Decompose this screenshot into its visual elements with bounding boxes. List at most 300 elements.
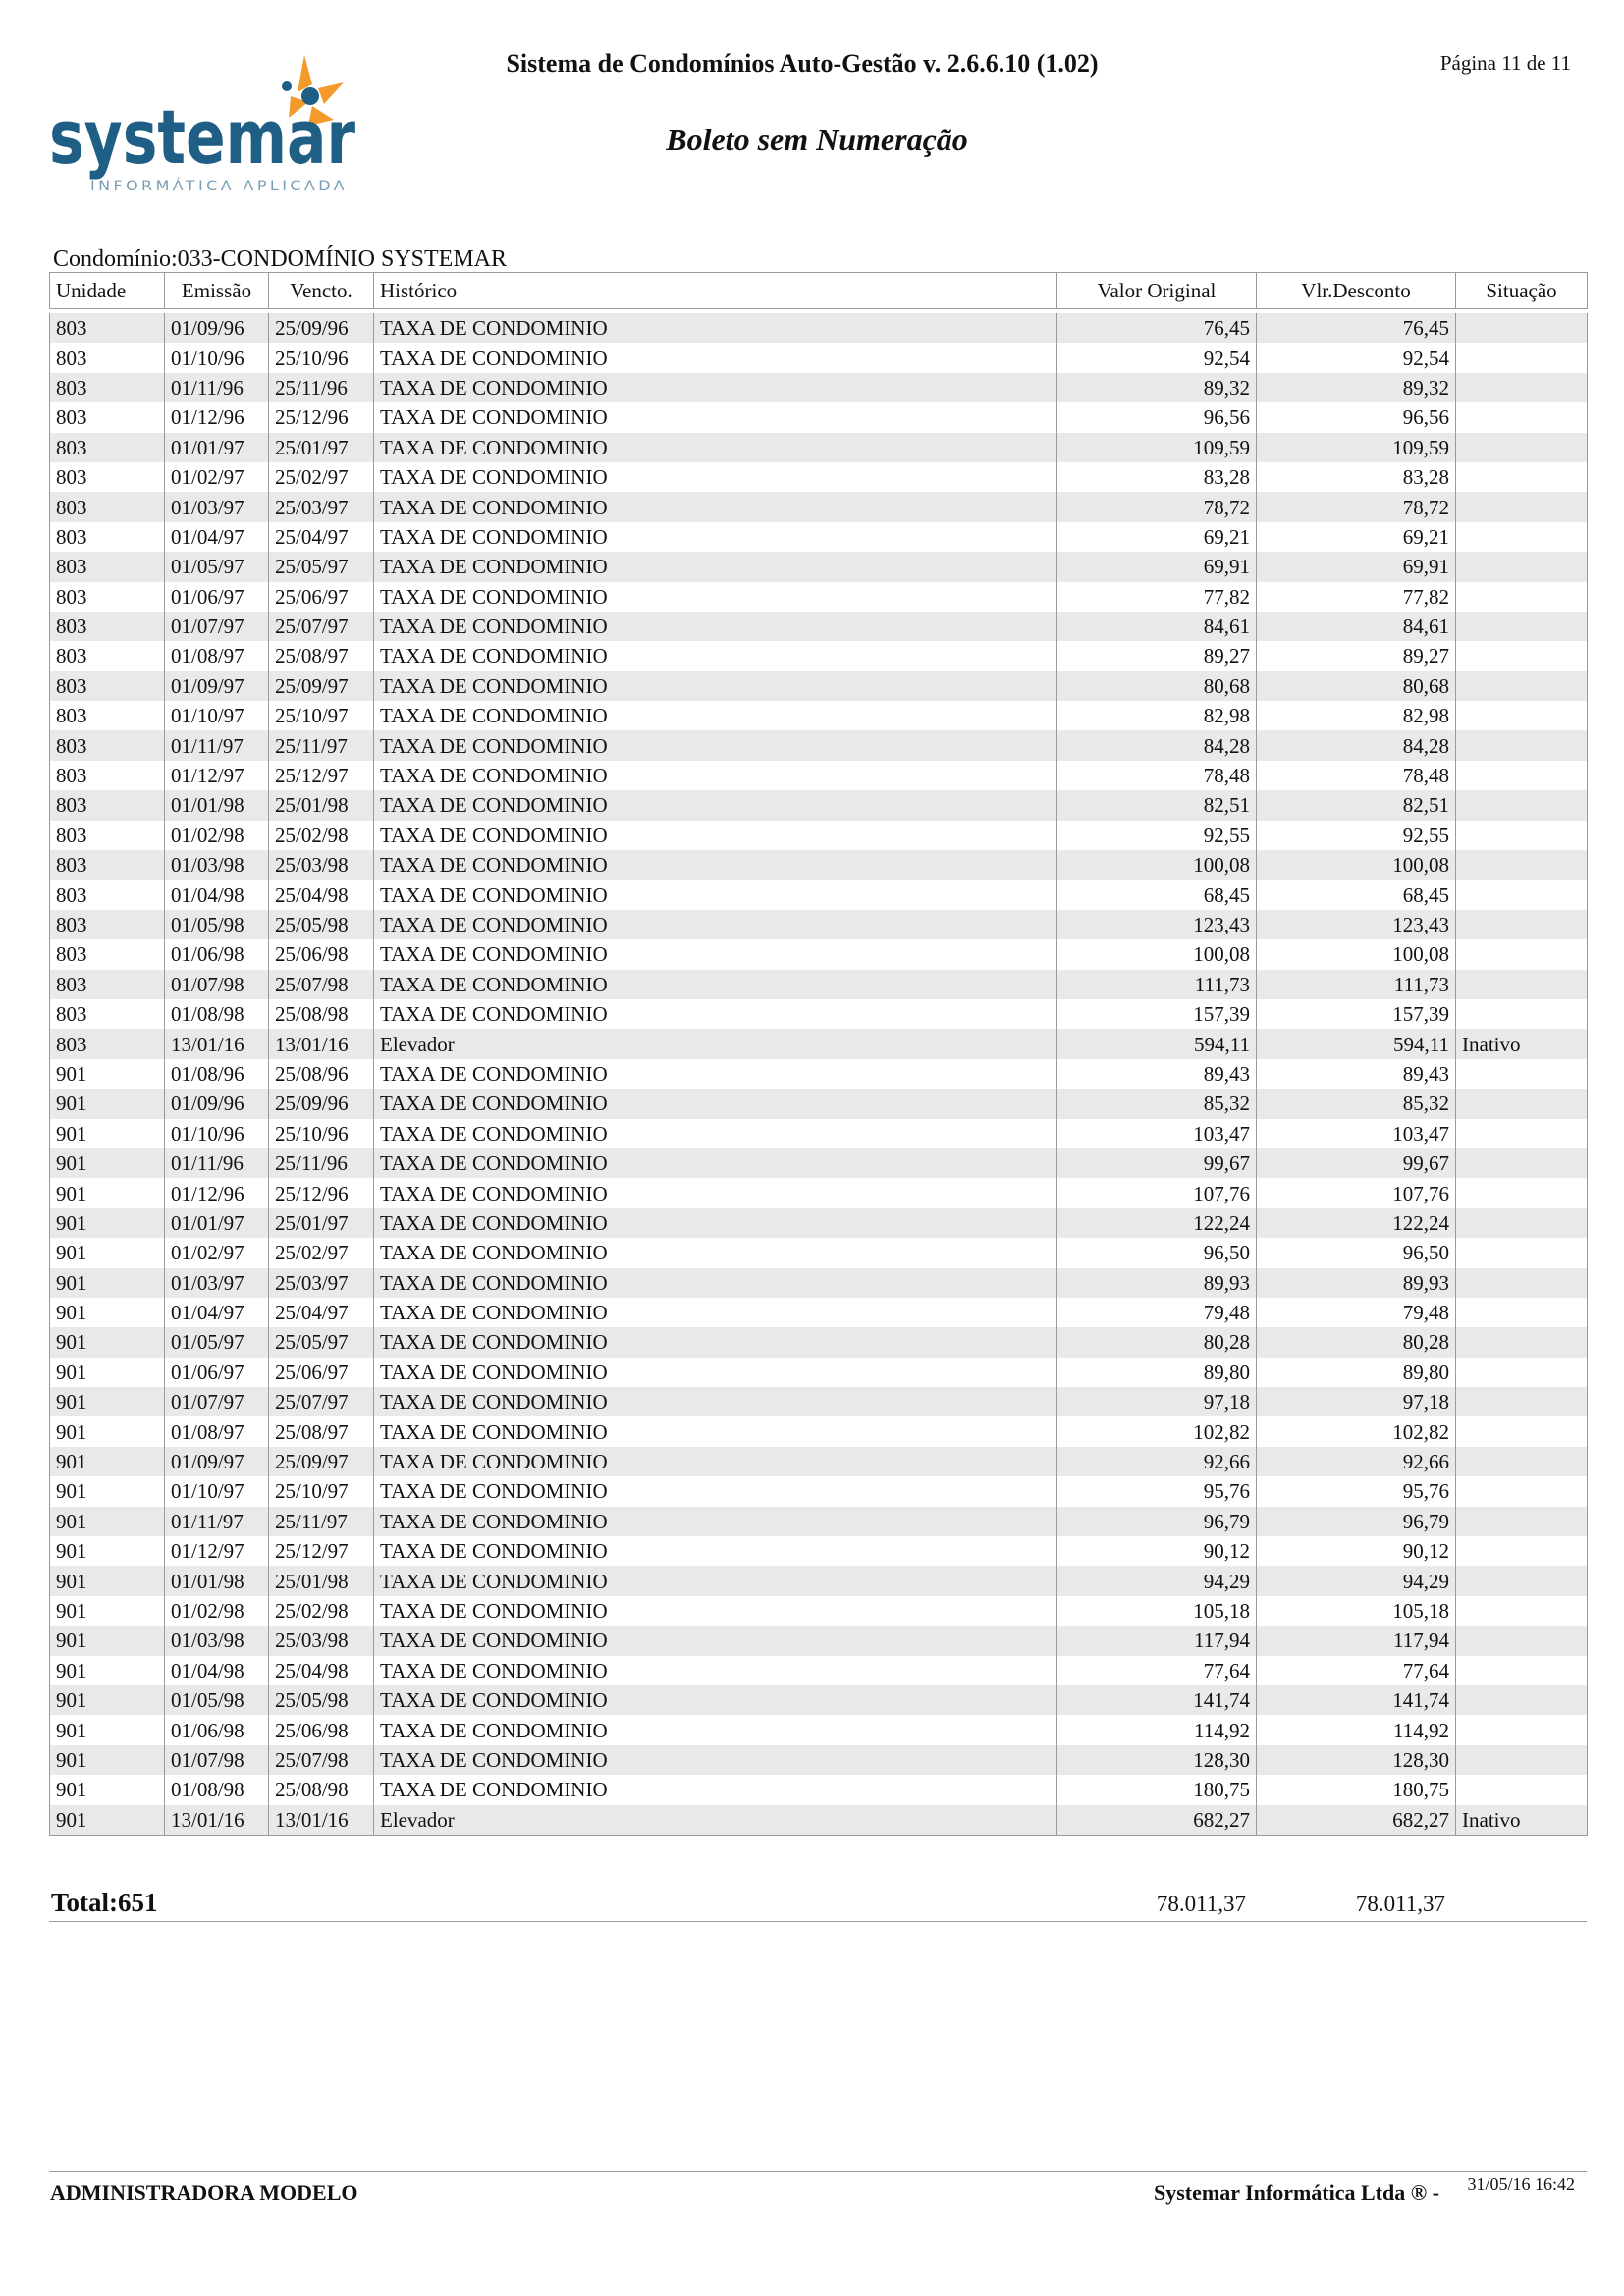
cell-unidade: 803: [50, 1029, 165, 1058]
cell-situacao: [1456, 730, 1588, 760]
cell-historico: TAXA DE CONDOMINIO: [374, 1238, 1057, 1267]
cell-vlr-desconto: 102,82: [1257, 1416, 1456, 1446]
cell-valor-original: 76,45: [1057, 313, 1257, 343]
cell-vencto: 25/12/96: [269, 402, 374, 432]
table-row: [50, 641, 1588, 670]
cell-valor-original: 122,24: [1057, 1208, 1257, 1238]
cell-valor-original: 80,28: [1057, 1327, 1257, 1357]
cell-vlr-desconto: 76,45: [1257, 313, 1456, 343]
cell-emissao: 01/12/97: [165, 1536, 269, 1566]
footer-administradora: ADMINISTRADORA MODELO: [50, 2180, 358, 2205]
cell-historico: TAXA DE CONDOMINIO: [374, 850, 1057, 880]
cell-historico: TAXA DE CONDOMINIO: [374, 761, 1057, 790]
table-row: [50, 433, 1588, 462]
cell-vlr-desconto: 111,73: [1257, 970, 1456, 999]
cell-emissao: 01/04/98: [165, 880, 269, 909]
table-row: [50, 1596, 1588, 1626]
cell-situacao: [1456, 373, 1588, 402]
cell-vencto: 25/01/97: [269, 1208, 374, 1238]
cell-emissao: 01/03/98: [165, 850, 269, 880]
cell-situacao: [1456, 1656, 1588, 1685]
cell-vlr-desconto: 92,55: [1257, 821, 1456, 850]
cell-situacao: [1456, 910, 1588, 939]
cell-vencto: 25/11/96: [269, 373, 374, 402]
cell-historico: TAXA DE CONDOMINIO: [374, 999, 1057, 1029]
table-row: [50, 1059, 1588, 1089]
billing-table: [49, 272, 1587, 1836]
cell-situacao: [1456, 1268, 1588, 1298]
cell-vencto: 25/09/96: [269, 1089, 374, 1118]
total-valor-original: 78.011,37: [1156, 1892, 1246, 1916]
cell-historico: TAXA DE CONDOMINIO: [374, 1507, 1057, 1536]
cell-emissao: 01/02/98: [165, 1596, 269, 1626]
cell-historico: TAXA DE CONDOMINIO: [374, 552, 1057, 581]
cell-emissao: 01/03/97: [165, 1268, 269, 1298]
cell-historico: TAXA DE CONDOMINIO: [374, 1089, 1057, 1118]
cell-vlr-desconto: 107,76: [1257, 1178, 1456, 1207]
cell-situacao: [1456, 1626, 1588, 1655]
cell-situacao: [1456, 790, 1588, 820]
cell-vlr-desconto: 68,45: [1257, 880, 1456, 909]
cell-historico: TAXA DE CONDOMINIO: [374, 939, 1057, 969]
cell-vlr-desconto: 109,59: [1257, 433, 1456, 462]
cell-unidade: 803: [50, 761, 165, 790]
total-label: Total:651: [51, 1888, 158, 1917]
table-row: [50, 1029, 1588, 1058]
col-header-historico: Histórico: [374, 273, 1057, 309]
cell-historico: TAXA DE CONDOMINIO: [374, 1685, 1057, 1715]
cell-situacao: [1456, 522, 1588, 552]
cell-vencto: 25/08/96: [269, 1059, 374, 1089]
table-row: [50, 1656, 1588, 1685]
cell-historico: TAXA DE CONDOMINIO: [374, 1119, 1057, 1148]
cell-valor-original: 109,59: [1057, 433, 1257, 462]
cell-vlr-desconto: 128,30: [1257, 1745, 1456, 1775]
cell-vencto: 25/02/97: [269, 462, 374, 492]
cell-emissao: 01/05/98: [165, 1685, 269, 1715]
cell-historico: TAXA DE CONDOMINIO: [374, 821, 1057, 850]
cell-unidade: 901: [50, 1298, 165, 1327]
cell-unidade: 803: [50, 462, 165, 492]
cell-unidade: 901: [50, 1507, 165, 1536]
cell-emissao: 01/06/98: [165, 1715, 269, 1744]
cell-emissao: 01/02/98: [165, 821, 269, 850]
cell-situacao: [1456, 462, 1588, 492]
table-row: [50, 790, 1588, 820]
cell-valor-original: 89,43: [1057, 1059, 1257, 1089]
table-row: [50, 1685, 1588, 1715]
cell-historico: TAXA DE CONDOMINIO: [374, 462, 1057, 492]
cell-emissao: 01/04/98: [165, 1656, 269, 1685]
cell-historico: TAXA DE CONDOMINIO: [374, 1148, 1057, 1178]
cell-vlr-desconto: 682,27: [1257, 1805, 1456, 1836]
cell-vencto: 25/11/97: [269, 730, 374, 760]
cell-vencto: 25/05/98: [269, 1685, 374, 1715]
cell-emissao: 01/04/97: [165, 1298, 269, 1327]
table-body: [50, 313, 1588, 1835]
table-row: [50, 1447, 1588, 1476]
cell-valor-original: 92,54: [1057, 343, 1257, 372]
cell-unidade: 803: [50, 552, 165, 581]
cell-unidade: 901: [50, 1626, 165, 1655]
table-row: [50, 582, 1588, 612]
cell-historico: TAXA DE CONDOMINIO: [374, 313, 1057, 343]
cell-vlr-desconto: 77,82: [1257, 582, 1456, 612]
cell-situacao: [1456, 671, 1588, 701]
cell-vlr-desconto: 95,76: [1257, 1476, 1456, 1506]
cell-valor-original: 111,73: [1057, 970, 1257, 999]
col-header-emissao: Emissão: [165, 273, 269, 309]
logo-tagline: INFORMÁTICA APLICADA: [90, 179, 316, 194]
cell-situacao: [1456, 1327, 1588, 1357]
table-row: [50, 462, 1588, 492]
table-row: [50, 402, 1588, 432]
cell-historico: TAXA DE CONDOMINIO: [374, 1775, 1057, 1804]
table-row: [50, 1536, 1588, 1566]
cell-unidade: 901: [50, 1596, 165, 1626]
cell-emissao: 01/08/97: [165, 641, 269, 670]
table-row: [50, 313, 1588, 343]
cell-historico: TAXA DE CONDOMINIO: [374, 582, 1057, 612]
cell-emissao: 01/10/96: [165, 343, 269, 372]
cell-vlr-desconto: 180,75: [1257, 1775, 1456, 1804]
cell-historico: TAXA DE CONDOMINIO: [374, 1416, 1057, 1446]
cell-vencto: 25/07/98: [269, 970, 374, 999]
cell-valor-original: 128,30: [1057, 1745, 1257, 1775]
cell-historico: TAXA DE CONDOMINIO: [374, 970, 1057, 999]
cell-historico: TAXA DE CONDOMINIO: [374, 1268, 1057, 1298]
cell-historico: Elevador: [374, 1805, 1057, 1836]
cell-unidade: 803: [50, 939, 165, 969]
cell-vencto: 25/10/97: [269, 701, 374, 730]
report-title: Boleto sem Numeração: [666, 122, 968, 157]
cell-unidade: 901: [50, 1119, 165, 1148]
cell-unidade: 901: [50, 1566, 165, 1595]
cell-historico: TAXA DE CONDOMINIO: [374, 880, 1057, 909]
cell-emissao: 01/11/96: [165, 1148, 269, 1178]
cell-vlr-desconto: 92,66: [1257, 1447, 1456, 1476]
cell-unidade: 803: [50, 492, 165, 521]
table-row: [50, 880, 1588, 909]
cell-vencto: 25/08/97: [269, 641, 374, 670]
cell-vlr-desconto: 96,79: [1257, 1507, 1456, 1536]
table-row: [50, 1805, 1588, 1836]
cell-unidade: 901: [50, 1805, 165, 1836]
cell-vlr-desconto: 105,18: [1257, 1596, 1456, 1626]
table-row: [50, 343, 1588, 372]
cell-emissao: 01/09/97: [165, 671, 269, 701]
cell-emissao: 01/02/97: [165, 1238, 269, 1267]
cell-valor-original: 83,28: [1057, 462, 1257, 492]
cell-historico: TAXA DE CONDOMINIO: [374, 1745, 1057, 1775]
cell-unidade: 901: [50, 1358, 165, 1387]
cell-vlr-desconto: 92,54: [1257, 343, 1456, 372]
logo-wordmark: systemar: [49, 93, 356, 181]
cell-valor-original: 80,68: [1057, 671, 1257, 701]
footer-company: Systemar Informática Ltda ® -: [1154, 2180, 1439, 2205]
cell-vlr-desconto: 78,72: [1257, 492, 1456, 521]
cell-unidade: 803: [50, 522, 165, 552]
cell-historico: TAXA DE CONDOMINIO: [374, 641, 1057, 670]
cell-vlr-desconto: 89,43: [1257, 1059, 1456, 1089]
cell-emissao: 01/08/97: [165, 1416, 269, 1446]
table-row: [50, 850, 1588, 880]
cell-valor-original: 99,67: [1057, 1148, 1257, 1178]
cell-unidade: 803: [50, 671, 165, 701]
cell-emissao: 01/10/97: [165, 1476, 269, 1506]
table-row: [50, 1745, 1588, 1775]
cell-situacao: [1456, 612, 1588, 641]
cell-situacao: [1456, 701, 1588, 730]
cell-historico: TAXA DE CONDOMINIO: [374, 701, 1057, 730]
cell-situacao: [1456, 433, 1588, 462]
cell-unidade: 803: [50, 970, 165, 999]
table-row: [50, 552, 1588, 581]
cell-vencto: 25/01/97: [269, 433, 374, 462]
cell-vlr-desconto: 69,91: [1257, 552, 1456, 581]
cell-unidade: 803: [50, 402, 165, 432]
table-row: [50, 1298, 1588, 1327]
cell-emissao: 01/12/96: [165, 1178, 269, 1207]
cell-situacao: [1456, 1507, 1588, 1536]
table-row: [50, 373, 1588, 402]
cell-emissao: 01/10/97: [165, 701, 269, 730]
cell-emissao: 01/04/97: [165, 522, 269, 552]
cell-situacao: [1456, 402, 1588, 432]
cell-situacao: [1456, 1089, 1588, 1118]
cell-vencto: 25/06/97: [269, 582, 374, 612]
cell-vencto: 25/03/97: [269, 1268, 374, 1298]
cell-historico: TAXA DE CONDOMINIO: [374, 1298, 1057, 1327]
cell-historico: TAXA DE CONDOMINIO: [374, 1178, 1057, 1207]
cell-historico: TAXA DE CONDOMINIO: [374, 402, 1057, 432]
cell-vlr-desconto: 80,28: [1257, 1327, 1456, 1357]
table-row: [50, 1089, 1588, 1118]
cell-situacao: [1456, 1238, 1588, 1267]
cell-unidade: 901: [50, 1775, 165, 1804]
cell-situacao: [1456, 1416, 1588, 1446]
cell-unidade: 803: [50, 313, 165, 343]
footer-datetime: 31/05/16 16:42: [1467, 2174, 1575, 2194]
cell-emissao: 01/11/97: [165, 730, 269, 760]
cell-unidade: 901: [50, 1148, 165, 1178]
cell-valor-original: 100,08: [1057, 850, 1257, 880]
cell-vencto: 25/12/97: [269, 761, 374, 790]
cell-unidade: 901: [50, 1656, 165, 1685]
cell-vencto: 25/06/98: [269, 1715, 374, 1744]
cell-vencto: 25/12/97: [269, 1536, 374, 1566]
table-row: [50, 1476, 1588, 1506]
cell-vencto: 25/01/98: [269, 790, 374, 820]
cell-situacao: Inativo: [1456, 1805, 1588, 1836]
cell-vlr-desconto: 94,29: [1257, 1566, 1456, 1595]
table-row: [50, 1358, 1588, 1387]
cell-vlr-desconto: 157,39: [1257, 999, 1456, 1029]
cell-valor-original: 96,79: [1057, 1507, 1257, 1536]
cell-unidade: 803: [50, 373, 165, 402]
cell-emissao: 01/02/97: [165, 462, 269, 492]
cell-valor-original: 77,82: [1057, 582, 1257, 612]
cell-unidade: 803: [50, 701, 165, 730]
cell-emissao: 01/08/98: [165, 999, 269, 1029]
cell-vencto: 13/01/16: [269, 1029, 374, 1058]
cell-historico: TAXA DE CONDOMINIO: [374, 433, 1057, 462]
total-vlr-desconto: 78.011,37: [1355, 1892, 1445, 1916]
cell-unidade: 803: [50, 343, 165, 372]
cell-vlr-desconto: 89,32: [1257, 373, 1456, 402]
table-row: [50, 1208, 1588, 1238]
cell-historico: TAXA DE CONDOMINIO: [374, 1387, 1057, 1416]
cell-vlr-desconto: 79,48: [1257, 1298, 1456, 1327]
cell-historico: TAXA DE CONDOMINIO: [374, 1656, 1057, 1685]
cell-valor-original: 594,11: [1057, 1029, 1257, 1058]
cell-valor-original: 69,91: [1057, 552, 1257, 581]
col-header-situacao: Situação: [1456, 273, 1588, 309]
cell-unidade: 901: [50, 1476, 165, 1506]
cell-situacao: [1456, 821, 1588, 850]
cell-situacao: [1456, 343, 1588, 372]
cell-situacao: [1456, 970, 1588, 999]
cell-valor-original: 82,98: [1057, 701, 1257, 730]
cell-valor-original: 85,32: [1057, 1089, 1257, 1118]
cell-vencto: 25/09/96: [269, 313, 374, 343]
cell-unidade: 901: [50, 1089, 165, 1118]
cell-valor-original: 92,55: [1057, 821, 1257, 850]
cell-emissao: 01/06/97: [165, 1358, 269, 1387]
cell-situacao: [1456, 939, 1588, 969]
table-row: [50, 999, 1588, 1029]
cell-vlr-desconto: 82,98: [1257, 701, 1456, 730]
cell-vencto: 25/04/98: [269, 1656, 374, 1685]
cell-vlr-desconto: 594,11: [1257, 1029, 1456, 1058]
page-number: Página 11 de 11: [1439, 51, 1571, 75]
cell-valor-original: 68,45: [1057, 880, 1257, 909]
cell-vencto: 25/10/96: [269, 343, 374, 372]
cell-unidade: 803: [50, 850, 165, 880]
col-header-unidade: Unidade: [50, 273, 165, 309]
table-row: [50, 1775, 1588, 1804]
cell-vlr-desconto: 83,28: [1257, 462, 1456, 492]
cell-vencto: 25/05/97: [269, 552, 374, 581]
cell-valor-original: 103,47: [1057, 1119, 1257, 1148]
cell-vencto: 25/04/97: [269, 1298, 374, 1327]
table-row: [50, 612, 1588, 641]
cell-historico: TAXA DE CONDOMINIO: [374, 1208, 1057, 1238]
cell-emissao: 01/05/97: [165, 552, 269, 581]
cell-emissao: 01/12/97: [165, 761, 269, 790]
cell-vlr-desconto: 90,12: [1257, 1536, 1456, 1566]
cell-vencto: 25/10/96: [269, 1119, 374, 1148]
cell-vencto: 25/08/98: [269, 999, 374, 1029]
cell-valor-original: 89,80: [1057, 1358, 1257, 1387]
cell-valor-original: 78,48: [1057, 761, 1257, 790]
cell-vencto: 25/03/98: [269, 850, 374, 880]
cell-vencto: 25/11/96: [269, 1148, 374, 1178]
footer-divider: [49, 2171, 1587, 2172]
cell-valor-original: 102,82: [1057, 1416, 1257, 1446]
cell-situacao: [1456, 1059, 1588, 1089]
cell-valor-original: 157,39: [1057, 999, 1257, 1029]
cell-valor-original: 682,27: [1057, 1805, 1257, 1836]
table-row: [50, 1387, 1588, 1416]
cell-historico: TAXA DE CONDOMINIO: [374, 373, 1057, 402]
cell-valor-original: 79,48: [1057, 1298, 1257, 1327]
cell-historico: TAXA DE CONDOMINIO: [374, 730, 1057, 760]
table-row: [50, 1119, 1588, 1148]
cell-vencto: 25/10/97: [269, 1476, 374, 1506]
cell-historico: TAXA DE CONDOMINIO: [374, 1566, 1057, 1595]
cell-unidade: 901: [50, 1447, 165, 1476]
table-row: [50, 492, 1588, 521]
cell-unidade: 901: [50, 1178, 165, 1207]
cell-situacao: [1456, 1148, 1588, 1178]
cell-valor-original: 141,74: [1057, 1685, 1257, 1715]
cell-vlr-desconto: 97,18: [1257, 1387, 1456, 1416]
cell-situacao: [1456, 1208, 1588, 1238]
cell-vencto: 25/09/97: [269, 1447, 374, 1476]
cell-emissao: 01/08/96: [165, 1059, 269, 1089]
cell-historico: TAXA DE CONDOMINIO: [374, 343, 1057, 372]
cell-vencto: 25/04/97: [269, 522, 374, 552]
table-row: [50, 821, 1588, 850]
cell-vlr-desconto: 117,94: [1257, 1626, 1456, 1655]
cell-emissao: 01/05/97: [165, 1327, 269, 1357]
cell-vencto: 13/01/16: [269, 1805, 374, 1836]
cell-vencto: 25/08/98: [269, 1775, 374, 1804]
cell-vencto: 25/01/98: [269, 1566, 374, 1595]
cell-valor-original: 123,43: [1057, 910, 1257, 939]
cell-vlr-desconto: 99,67: [1257, 1148, 1456, 1178]
cell-unidade: 803: [50, 641, 165, 670]
table-row: [50, 1238, 1588, 1267]
cell-emissao: 01/03/97: [165, 492, 269, 521]
cell-vlr-desconto: 103,47: [1257, 1119, 1456, 1148]
cell-valor-original: 89,93: [1057, 1268, 1257, 1298]
cell-vlr-desconto: 122,24: [1257, 1208, 1456, 1238]
cell-unidade: 803: [50, 790, 165, 820]
cell-valor-original: 89,27: [1057, 641, 1257, 670]
cell-vlr-desconto: 77,64: [1257, 1656, 1456, 1685]
table-row: [50, 730, 1588, 760]
cell-valor-original: 89,32: [1057, 373, 1257, 402]
table-row: [50, 761, 1588, 790]
table-row: [50, 1715, 1588, 1744]
cell-vencto: 25/04/98: [269, 880, 374, 909]
cell-emissao: 13/01/16: [165, 1805, 269, 1836]
cell-vencto: 25/12/96: [269, 1178, 374, 1207]
cell-historico: TAXA DE CONDOMINIO: [374, 492, 1057, 521]
table-row: [50, 970, 1588, 999]
cell-vencto: 25/08/97: [269, 1416, 374, 1446]
cell-unidade: 901: [50, 1387, 165, 1416]
cell-historico: TAXA DE CONDOMINIO: [374, 1596, 1057, 1626]
cell-situacao: [1456, 1745, 1588, 1775]
cell-vencto: 25/09/97: [269, 671, 374, 701]
cell-emissao: 01/07/97: [165, 1387, 269, 1416]
cell-valor-original: 180,75: [1057, 1775, 1257, 1804]
cell-valor-original: 117,94: [1057, 1626, 1257, 1655]
cell-emissao: 01/11/97: [165, 1507, 269, 1536]
cell-valor-original: 82,51: [1057, 790, 1257, 820]
cell-unidade: 901: [50, 1536, 165, 1566]
cell-unidade: 803: [50, 910, 165, 939]
cell-vlr-desconto: 89,27: [1257, 641, 1456, 670]
cell-vlr-desconto: 85,32: [1257, 1089, 1456, 1118]
cell-vlr-desconto: 100,08: [1257, 939, 1456, 969]
cell-valor-original: 96,56: [1057, 402, 1257, 432]
cell-historico: TAXA DE CONDOMINIO: [374, 522, 1057, 552]
cell-emissao: 01/08/98: [165, 1775, 269, 1804]
